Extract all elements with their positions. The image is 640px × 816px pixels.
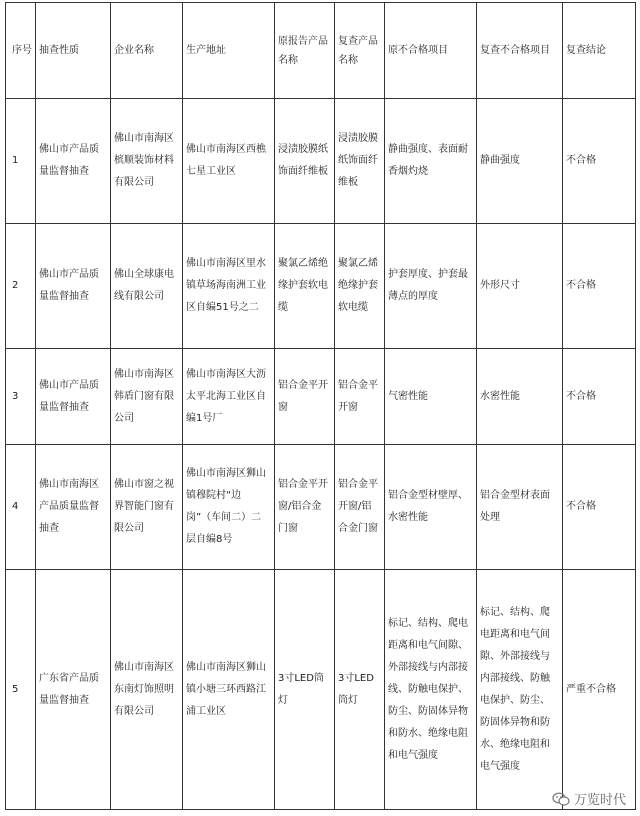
cell-original-product: 铝合金平开窗/铝合金门窗 (275, 445, 335, 570)
header-inspection-type: 抽查性质 (36, 3, 111, 99)
cell-original-product: 浸渍胶膜纸饰面纤维板 (275, 99, 335, 224)
cell-index: 3 (6, 349, 36, 445)
cell-recheck-items: 标记、结构、爬电距离和电气间隙、外部接线与内部接线、防触电保护、防尘、防固体异物和防水、绝缘电阻和电气强度 (477, 570, 563, 810)
cell-index: 1 (6, 99, 36, 224)
cell-address: 佛山市南海区狮山镇小塘三环西路江浦工业区 (183, 570, 275, 810)
cell-company: 佛山市窗之视界智能门窗有限公司 (111, 445, 183, 570)
cell-index: 2 (6, 224, 36, 349)
table-header-row (6, 3, 636, 99)
header-company: 企业名称 (111, 3, 183, 99)
cell-company: 佛山市南海区东南灯饰照明有限公司 (111, 570, 183, 810)
cell-address: 佛山市南海区大沥太平北海工业区自编1号厂 (183, 349, 275, 445)
cell-recheck-product: 聚氯乙烯绝缘护套软电缆 (335, 224, 385, 349)
cell-inspection-type: 佛山市产品质量监督抽查 (36, 99, 111, 224)
cell-original-items: 标记、结构、爬电距离和电气间隙、外部接线与内部接线、防触电保护、防尘、防固体异物和防水、绝缘电阻和电气强度 (385, 570, 477, 810)
cell-conclusion: 严重不合格 (563, 570, 636, 810)
header-recheck-product: 复查产品名称 (335, 3, 385, 99)
inspection-table (5, 2, 636, 810)
header-conclusion: 复查结论 (563, 3, 636, 99)
cell-conclusion: 不合格 (563, 99, 636, 224)
cell-inspection-type: 佛山市南海区产品质量监督抽查 (36, 445, 111, 570)
cell-recheck-product: 铝合金平开窗 (335, 349, 385, 445)
cell-company: 佛山全球康电线有限公司 (111, 224, 183, 349)
cell-original-items: 护套厚度、护套最薄点的厚度 (385, 224, 477, 349)
watermark (552, 789, 626, 808)
cell-original-product: 聚氯乙烯绝缘护套软电缆 (275, 224, 335, 349)
header-index: 序号 (6, 3, 36, 99)
cell-recheck-items: 水密性能 (477, 349, 563, 445)
cell-address: 佛山市南海区西樵七星工业区 (183, 99, 275, 224)
table-row (6, 445, 636, 570)
cell-original-items: 静曲强度、表面耐香烟灼烧 (385, 99, 477, 224)
cell-recheck-product: 3寸LED筒灯 (335, 570, 385, 810)
cell-conclusion: 不合格 (563, 445, 636, 570)
header-original-product: 原报告产品名称 (275, 3, 335, 99)
cell-recheck-product: 浸渍胶膜纸饰面纤维板 (335, 99, 385, 224)
cell-index: 5 (6, 570, 36, 810)
cell-original-product: 铝合金平开窗 (275, 349, 335, 445)
cell-index: 4 (6, 445, 36, 570)
cell-address: 佛山市南海区里水镇草场海南洲工业区自编51号之二 (183, 224, 275, 349)
table-row (6, 224, 636, 349)
cell-conclusion: 不合格 (563, 224, 636, 349)
cell-recheck-items: 静曲强度 (477, 99, 563, 224)
cell-inspection-type: 佛山市产品质量监督抽查 (36, 349, 111, 445)
header-original-items: 原不合格项目 (385, 3, 477, 99)
cell-inspection-type: 广东省产品质量监督抽查 (36, 570, 111, 810)
cell-recheck-items: 铝合金型材表面处理 (477, 445, 563, 570)
cell-recheck-items: 外形尺寸 (477, 224, 563, 349)
wechat-icon (552, 792, 570, 806)
cell-conclusion: 不合格 (563, 349, 636, 445)
table-row (6, 349, 636, 445)
header-recheck-items: 复查不合格项目 (477, 3, 563, 99)
cell-recheck-product: 铝合金平开窗/铝合金门窗 (335, 445, 385, 570)
cell-address: 佛山市南海区狮山镇穆院村“边岗”（车间二）二层自编8号 (183, 445, 275, 570)
cell-original-product: 3寸LED筒灯 (275, 570, 335, 810)
cell-company: 佛山市南海区韩盾门窗有限公司 (111, 349, 183, 445)
cell-original-items: 铝合金型材壁厚、水密性能 (385, 445, 477, 570)
cell-inspection-type: 佛山市产品质量监督抽查 (36, 224, 111, 349)
header-address: 生产地址 (183, 3, 275, 99)
cell-company: 佛山市南海区槟顺装饰材料有限公司 (111, 99, 183, 224)
table-row (6, 99, 636, 224)
watermark-text: 万览时代 (573, 793, 626, 808)
table-row (6, 570, 636, 810)
cell-original-items: 气密性能 (385, 349, 477, 445)
